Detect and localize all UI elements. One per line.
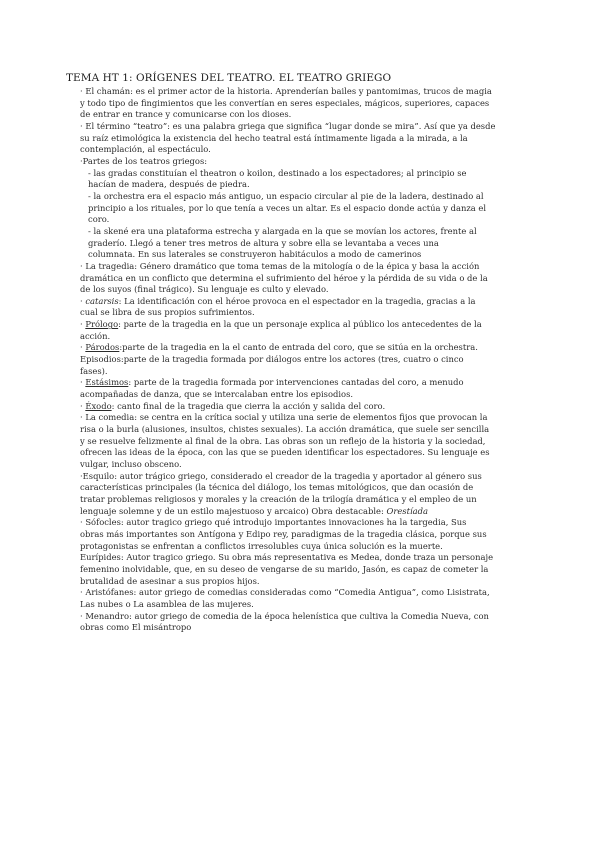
parodos-line — [80, 342, 540, 354]
episodios-line: Episodios:parte de la tragedia formada por diálogos entre los actores (tres, cuatro o cinco — [80, 354, 464, 365]
orchestra-line: coro. — [88, 214, 110, 225]
exodo-text: : canto final de la tragedia que cierra la acción y salida del coro. — [111, 400, 386, 411]
term-line: contemplación, al espectáculo. — [80, 144, 211, 155]
menandro-line: obras como El misántropo — [80, 622, 192, 633]
prologo-term: Prólogo — [85, 319, 119, 330]
page-title: TEMA HT 1: ORÍGENES DEL TEATRO. EL TEATRO GRIEGO — [66, 72, 392, 84]
comedy-line: y se resuelve felizmente al final de la obra. Las obras son un reflejo de la historia y la sociedad, — [80, 435, 486, 446]
tragedy-line: · La tragedia: Género dramático que toma temas de la mitología o de la épica y basa la acción — [80, 260, 480, 271]
parodos-text: :parte de la tragedia en la el canto de entrada del coro, que se sitúa en la orchestra. — [119, 342, 478, 353]
esquilo-line: ·Esquilo: autor trágico griego, considerado el creador de la tragedia y aportador al género sus — [80, 470, 482, 481]
esquilo-line: características principales (la técnica del diálogo, los temas mitológicos, que dan ocasión de — [80, 482, 474, 493]
skene-line: graderío. Llegó a tener tres metros de altura y sobre ella se levantaba a veces una — [88, 237, 439, 248]
comedy-line: · La comedia: se centra en la crítica social y utiliza una serie de elementos fijos que provocan la — [80, 412, 488, 423]
esquilo-line — [80, 506, 540, 518]
esquilo-work: Orestíada — [386, 505, 428, 516]
sofocles-line: · Sófocles: autor tragico griego qué introdujo importantes innovaciones ha la targedia, Sus — [80, 517, 467, 528]
bullet: · — [80, 319, 86, 330]
document-body — [80, 86, 540, 634]
exodo-term: Éxodo — [85, 400, 112, 411]
euripides-line: Eurípides: Autor tragico griego. Su obra más representativa es Medea, donde traza un personaje — [80, 552, 494, 563]
episodios-line: fases). — [80, 365, 108, 376]
prologo-text: : parte de la tragedia en la que un personaje explica al público los antecedentes de la — [118, 319, 482, 330]
orchestra-line: - la orchestra era el espacio más antiguo, un espacio circular al pie de la ladera, destinado al — [88, 190, 484, 201]
bullet: · — [80, 400, 86, 411]
sofocles-line: protagonistas se enfrentan a conflictos irresolubles cuya única solución es la muerte. — [80, 540, 443, 551]
aristofanes-line: · Aristófanes: autor griego de comedias consideradas como “Comedia Antigua”, como Lisistrata, — [80, 587, 490, 598]
catarsis-text: : La identificación con el héroe provoca en el espectador en la tragedia, gracias a la — [118, 295, 476, 306]
gradas-line: hacían de madera, después de piedra. — [88, 179, 250, 190]
catarsis-line: cual se libra de sus propios sufrimientos. — [80, 307, 255, 318]
comedy-line: risa o la burla (alusiones, insultos, chistes sexuales). La acción dramática, que suele ser sencilla — [80, 424, 490, 435]
estasimos-line — [80, 377, 540, 389]
bullet: · — [80, 342, 86, 353]
comedy-line: vulgar, incluso obsceno. — [80, 459, 182, 469]
term-line: su raíz etimológica la existencia del hecho teatral está íntimamente ligada a la mirada, a la — [80, 132, 468, 143]
prologo-line: acción. — [80, 330, 111, 341]
bullet: · — [80, 295, 86, 306]
shaman-line: de entrar en trance y comunicarse con los dioses. — [80, 109, 292, 120]
menandro-line: · Menandro: autor griego de comedia de la época helenística que cultiva la Comedia Nueva, con — [80, 610, 489, 621]
skene-line: - la skené era una plataforma estrecha y alargada en la que se movían los actores, frente al — [88, 225, 477, 236]
shaman-line: · El chamán: es el primer actor de la historia. Aprenderían bailes y pantomimas, trucos de magia — [80, 86, 492, 96]
estasimos-line: acompañadas de danza, que se intercalaban entre los episodios. — [80, 389, 354, 400]
tragedy-line: dramática en un conflicto que determina el sufrimiento del héroe y la pérdida de su vida o de la — [80, 272, 488, 283]
estasimos-text: : parte de la tragedia formada por intervenciones cantadas del coro, a menudo — [128, 377, 464, 388]
gradas-line: - las gradas constituían el theatron o koilon, destinado a los espectadores; al principio se — [88, 167, 467, 178]
bullet: · — [80, 377, 86, 388]
comedy-line: ofrecen las ideas de la época, con las que se pueden identificar los espectadores. Su lenguaje es — [80, 447, 490, 458]
skene-line: columnata. En sus laterales se construyeron habitáculos a modo de camerinos — [88, 249, 422, 260]
aristofanes-line: Las nubes o La asamblea de las mujeres. — [80, 598, 254, 609]
tragedy-line: de los suyos (final trágico). Su lenguaje es culto y elevado. — [80, 284, 329, 295]
esquilo-line: tratar problemas religiosos y morales y la creación de la trilogía dramática y el empleo de un — [80, 493, 477, 504]
parts-heading: ·Partes de los teatros griegos: — [80, 155, 208, 166]
catarsis-term: catarsis — [85, 295, 119, 306]
euripides-line: femenino inolvidable, que, en su deseo de vengarse de su marido, Jasón, es capaz de cometer la — [80, 563, 489, 574]
orchestra-line: principio a los rituales, por lo que tenía a veces un altar. Es el espacio donde actúa y danza el — [88, 202, 487, 213]
euripides-line: brutalidad de asesinar a sus propios hijos. — [80, 575, 260, 586]
exodo-line — [80, 401, 540, 413]
parodos-term: Párodos — [85, 342, 120, 353]
prologo-line — [80, 319, 540, 331]
term-line: · El término “teatro”: es una palabra griega que significa “lugar donde se mira”. Así que ya desde — [80, 120, 496, 131]
catarsis-line — [80, 296, 540, 308]
shaman-line: y todo tipo de fingimientos que les convertían en seres especiales, mágicos, superiores, capaces — [80, 97, 490, 108]
estasimos-term: Estásimos — [85, 377, 129, 388]
sofocles-line: obras más importantes son Antígona y Edipo rey, paradigmas de la tragedia clásica, porque sus — [80, 528, 487, 539]
esquilo-text: lenguaje solemne y de un estilo majestuoso y arcaico) Obra destacable: — [80, 505, 387, 516]
